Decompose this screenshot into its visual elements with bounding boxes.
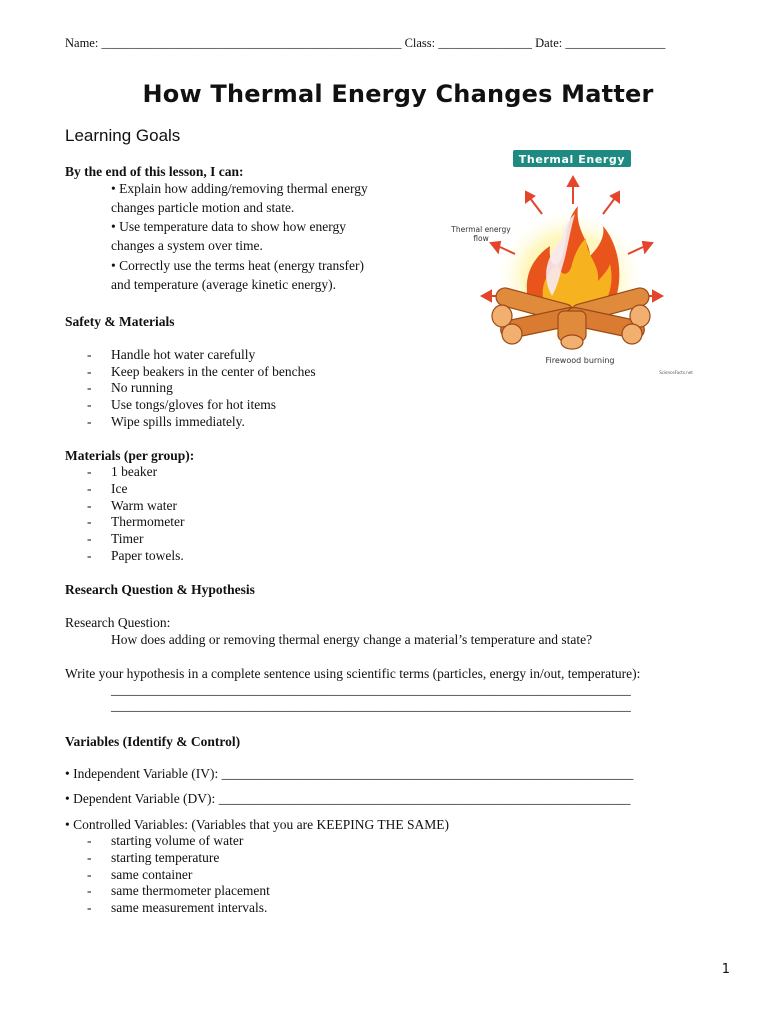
cv-label: • Controlled Variables: (Variables that you are KEEPING THE SAME) <box>65 817 450 832</box>
variables-heading: Variables (Identify & Control) <box>65 734 241 749</box>
figure-credit: ScienceFacts.net <box>659 370 693 375</box>
material-item: Warm water <box>111 498 178 513</box>
goal-line: • Correctly use the terms heat (energy transfer) <box>111 258 364 273</box>
dash-bullet: - <box>87 347 92 362</box>
goals-intro: By the end of this lesson, I can: <box>65 164 244 179</box>
cv-item: starting volume of water <box>111 833 244 848</box>
figure-title: Thermal Energy <box>518 153 626 166</box>
research-question-label: Research Question: <box>65 615 171 630</box>
iv-row <box>65 766 633 782</box>
material-item: Timer <box>111 531 144 546</box>
iv-label: • Independent Variable (IV): <box>65 766 219 781</box>
safety-heading: Safety & Materials <box>65 314 175 329</box>
cv-item: starting temperature <box>111 850 220 865</box>
dash-bullet: - <box>87 397 92 412</box>
goal-line: • Use temperature data to show how energy <box>111 219 347 234</box>
goal-line: changes a system over time. <box>111 238 263 253</box>
hypothesis-blank[interactable]: _____________________________________________________________________________ <box>111 682 631 697</box>
material-item: Ice <box>111 481 128 496</box>
dash-bullet: - <box>87 867 92 882</box>
dash-bullet: - <box>87 414 92 429</box>
dash-bullet: - <box>87 364 92 379</box>
material-item: Thermometer <box>111 514 185 529</box>
learning-goals-heading: Learning Goals <box>65 126 181 145</box>
dash-bullet: - <box>87 380 92 395</box>
cv-item: same container <box>111 867 193 882</box>
dash-bullet: - <box>87 514 92 529</box>
campfire-illustration <box>440 146 705 382</box>
dv-row <box>65 791 630 807</box>
flow-label: Thermal energy <box>451 225 511 234</box>
material-item: Paper towels. <box>111 548 184 563</box>
materials-heading: Materials (per group): <box>65 448 195 463</box>
research-heading: Research Question & Hypothesis <box>65 582 255 597</box>
goal-line: changes particle motion and state. <box>111 200 295 215</box>
goal-line: and temperature (average kinetic energy). <box>111 277 337 292</box>
dash-bullet: - <box>87 548 92 563</box>
dash-bullet: - <box>87 481 92 496</box>
class-label: Class: <box>404 36 436 50</box>
dash-bullet: - <box>87 883 92 898</box>
class-blank[interactable]: _______________ <box>438 36 533 50</box>
name-blank[interactable]: ________________________________________________ <box>101 36 402 50</box>
flow-label: flow <box>473 234 489 243</box>
date-label: Date: <box>535 36 563 50</box>
dv-label: • Dependent Variable (DV): <box>65 791 216 806</box>
page-number: 1 <box>721 962 730 977</box>
safety-item: Handle hot water carefully <box>111 347 256 362</box>
thermal-energy-figure <box>440 146 705 382</box>
hypothesis-prompt: Write your hypothesis in a complete sentence using scientific terms (particles, energy in/out, temperature): <box>65 666 641 681</box>
figure-caption: Firewood burning <box>545 356 615 365</box>
name-label: Name: <box>65 36 99 50</box>
dash-bullet: - <box>87 833 92 848</box>
dv-blank[interactable]: _____________________________________________________________ <box>218 791 631 806</box>
goal-line: • Explain how adding/removing thermal energy <box>111 181 368 196</box>
safety-item: Wipe spills immediately. <box>111 414 245 429</box>
safety-item: Keep beakers in the center of benches <box>111 364 316 379</box>
material-item: 1 beaker <box>111 464 158 479</box>
research-question: How does adding or removing thermal energy change a material’s temperature and state? <box>111 632 593 647</box>
date-blank[interactable]: ________________ <box>565 36 666 50</box>
safety-item: Use tongs/gloves for hot items <box>111 397 276 412</box>
hypothesis-blank[interactable]: _____________________________________________________________________________ <box>111 698 631 713</box>
page-title: How Thermal Energy Changes Matter <box>142 80 654 108</box>
iv-blank[interactable]: _____________________________________________________________ <box>221 766 634 781</box>
dash-bullet: - <box>87 850 92 865</box>
dash-bullet: - <box>87 464 92 479</box>
header-fields <box>65 36 665 51</box>
dash-bullet: - <box>87 900 92 915</box>
safety-item: No running <box>111 380 173 395</box>
cv-item: same thermometer placement <box>111 883 270 898</box>
dash-bullet: - <box>87 531 92 546</box>
cv-item: same measurement intervals. <box>111 900 268 915</box>
dash-bullet: - <box>87 498 92 513</box>
